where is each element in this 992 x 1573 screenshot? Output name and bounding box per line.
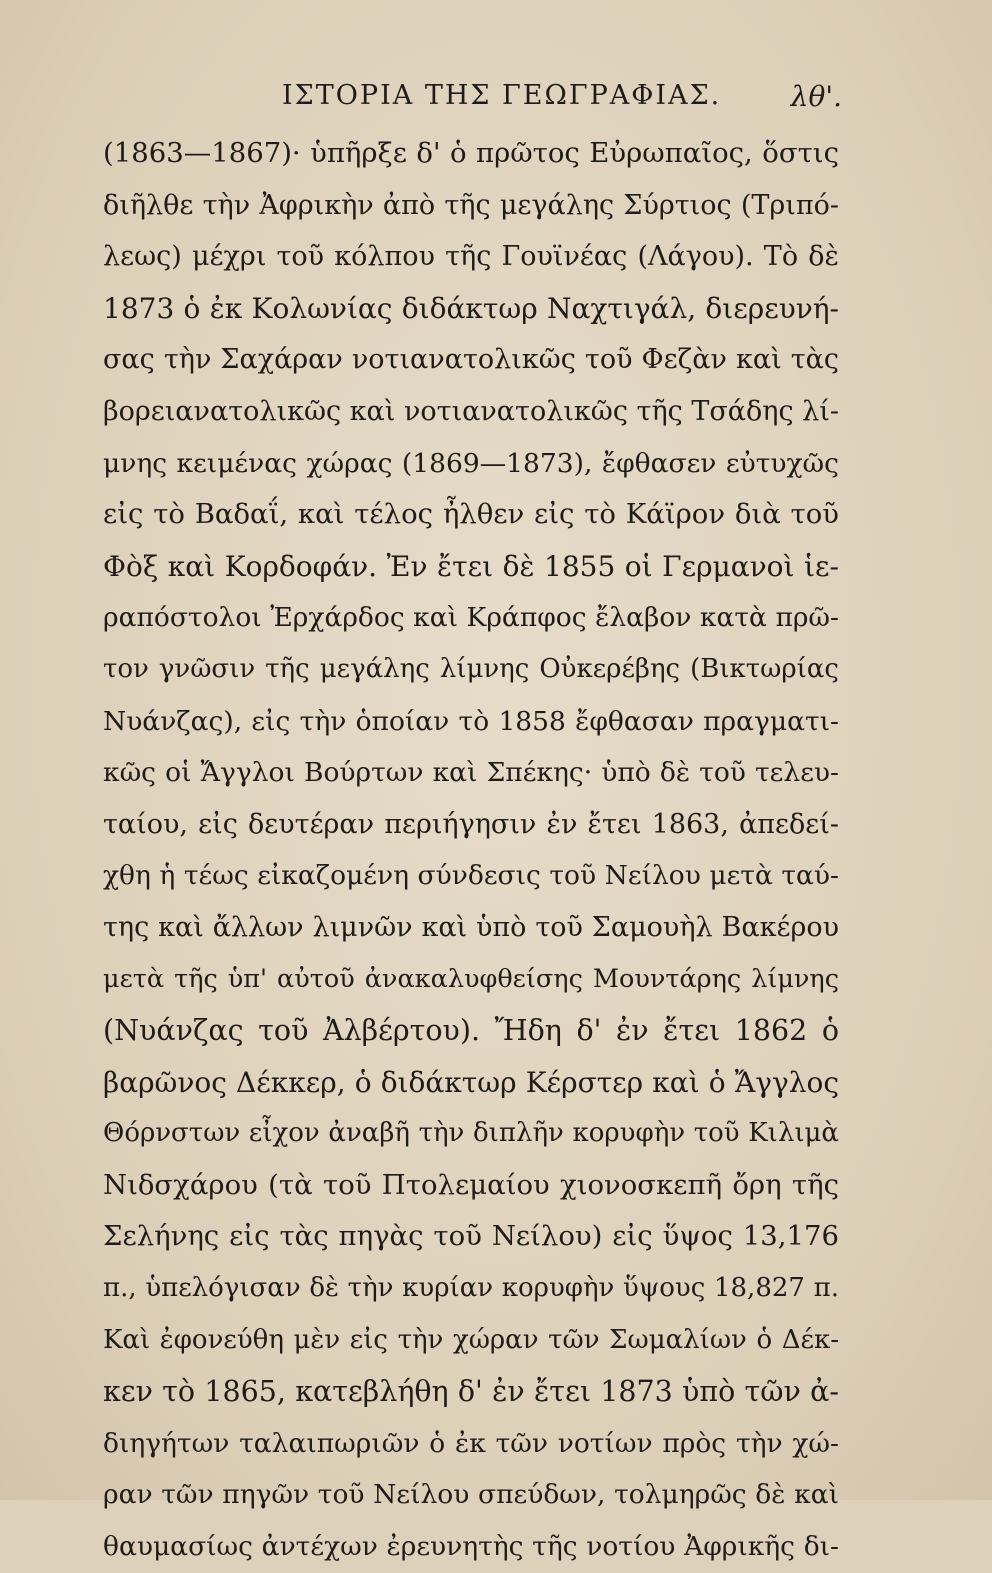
body-text [103,128,839,1573]
text-line: θαυμασίως ἀντέχων ἐρευνητὴς τῆς νοτίου Ἀφρικῆς δι- [103,1531,839,1563]
text-line: χθη ἡ τέως εἰκαζομένη σύνδεσις τοῦ Νείλου μετὰ ταύ- [103,860,839,892]
text-line: βαρῶνος Δέκκερ, ὁ διδάκτωρ Κέρστερ καὶ ὁ Ἄγγλος [103,1065,839,1099]
page-number: λθ'. [790,80,842,113]
text-line: βορειανατολικῶς καὶ νοτιανατολικῶς τῆς Τσάδης λί- [103,395,839,427]
text-line: ραπόστολοι Ἐρχάρδος καὶ Κράπφος ἔλαβον κατὰ πρῶ- [103,602,839,634]
text-line: σας τὴν Σαχάραν νοτιανατολικῶς τοῦ Φεζὰν καὶ τὰς [103,344,839,376]
text-line: (Νυάνζας τοῦ Ἀλβέρτου). Ἤδη δ' ἐν ἔτει 1862 ὁ [103,1014,839,1048]
text-line: Νιδσχάρου (τὰ τοῦ Πτολεμαίου χιονοσκεπῆ ὄρη τῆς [103,1168,839,1201]
text-line: μνης κειμένας χώρας (1869—1873), ἔφθασεν εὐτυχῶς [103,447,839,479]
text-line: 1873 ὁ ἐκ Κολωνίας διδάκτωρ Ναχτιγάλ, διερευνή- [103,291,839,325]
text-line: λεως) μέχρι τοῦ κόλπου τῆς Γουϊνέας (Λάγου). Τὸ δὲ [103,241,839,273]
text-line: μετὰ τῆς ὑπ' αὐτοῦ ἀνακαλυφθείσης Μουντάρης λίμνης [103,963,839,994]
running-title: ΙΣΤΟΡΙΑ ΤΗΣ ΓΕΩΓΡΑΦΙΑΣ. [282,80,722,111]
text-line: της καὶ ἄλλων λιμνῶν καὶ ὑπὸ τοῦ Σαμουὴλ Βακέρου [103,911,839,943]
text-line: Καὶ ἐφονεύθη μὲν εἰς τὴν χώραν τῶν Σωμαλίων ὁ Δέκ- [103,1324,839,1355]
text-line: Νυάνζας), εἰς τὴν ὁποίαν τὸ 1858 ἔφθασαν πραγματι- [103,705,839,737]
text-line: (1863—1867)· ὑπῆρξε δ' ὁ πρῶτος Εὐρωπαῖος, ὅστις [103,137,839,169]
text-line: κῶς οἱ Ἄγγλοι Βούρτων καὶ Σπέκης· ὑπὸ δὲ τοῦ τελευ- [103,757,839,789]
text-line: Θόρνστων εἶχον ἀναβῆ τὴν διπλῆν κορυφὴν τοῦ Κιλιμὰ [103,1118,839,1149]
text-line: κεν τὸ 1865, κατεβλήθη δ' ἐν ἔτει 1873 ὑπὸ τῶν ἀ- [103,1375,839,1409]
text-line: π., ὑπελόγισαν δὲ τὴν κυρίαν κορυφὴν ὕψους 18,827 π. [103,1273,839,1304]
text-line: εἰς τὸ Βαδαΐ, καὶ τέλος ἦλθεν εἰς τὸ Κάϊρον διὰ τοῦ [103,498,839,531]
text-line: Σελήνης εἰς τὰς πηγὰς τοῦ Νείλου) εἰς ὕψος 13,176 [103,1220,839,1253]
text-line: τον γνῶσιν τῆς μεγάλης λίμνης Οὐκερέβης (Βικτωρίας [103,653,839,684]
text-line: διηγήτων ταλαιπωριῶν ὁ ἐκ τῶν νοτίων πρὸς τὴν χώ- [103,1427,839,1459]
text-line: Φὸξ καὶ Κορδοφάν. Ἐν ἔτει δὲ 1855 οἱ Γερμανοὶ ἱε- [103,549,839,583]
text-line: διῆλθε τὴν Ἀφρικὴν ἀπὸ τῆς μεγάλης Σύρτιος (Τριπό- [103,189,839,221]
text-line: ταίου, εἰς δευτέραν περιήγησιν ἐν ἔτει 1863, ἀπεδεί- [103,808,839,840]
page-header [282,80,842,116]
text-line: ραν τῶν πηγῶν τοῦ Νείλου σπεύδων, τολμηρῶς δὲ καὶ [103,1479,839,1511]
